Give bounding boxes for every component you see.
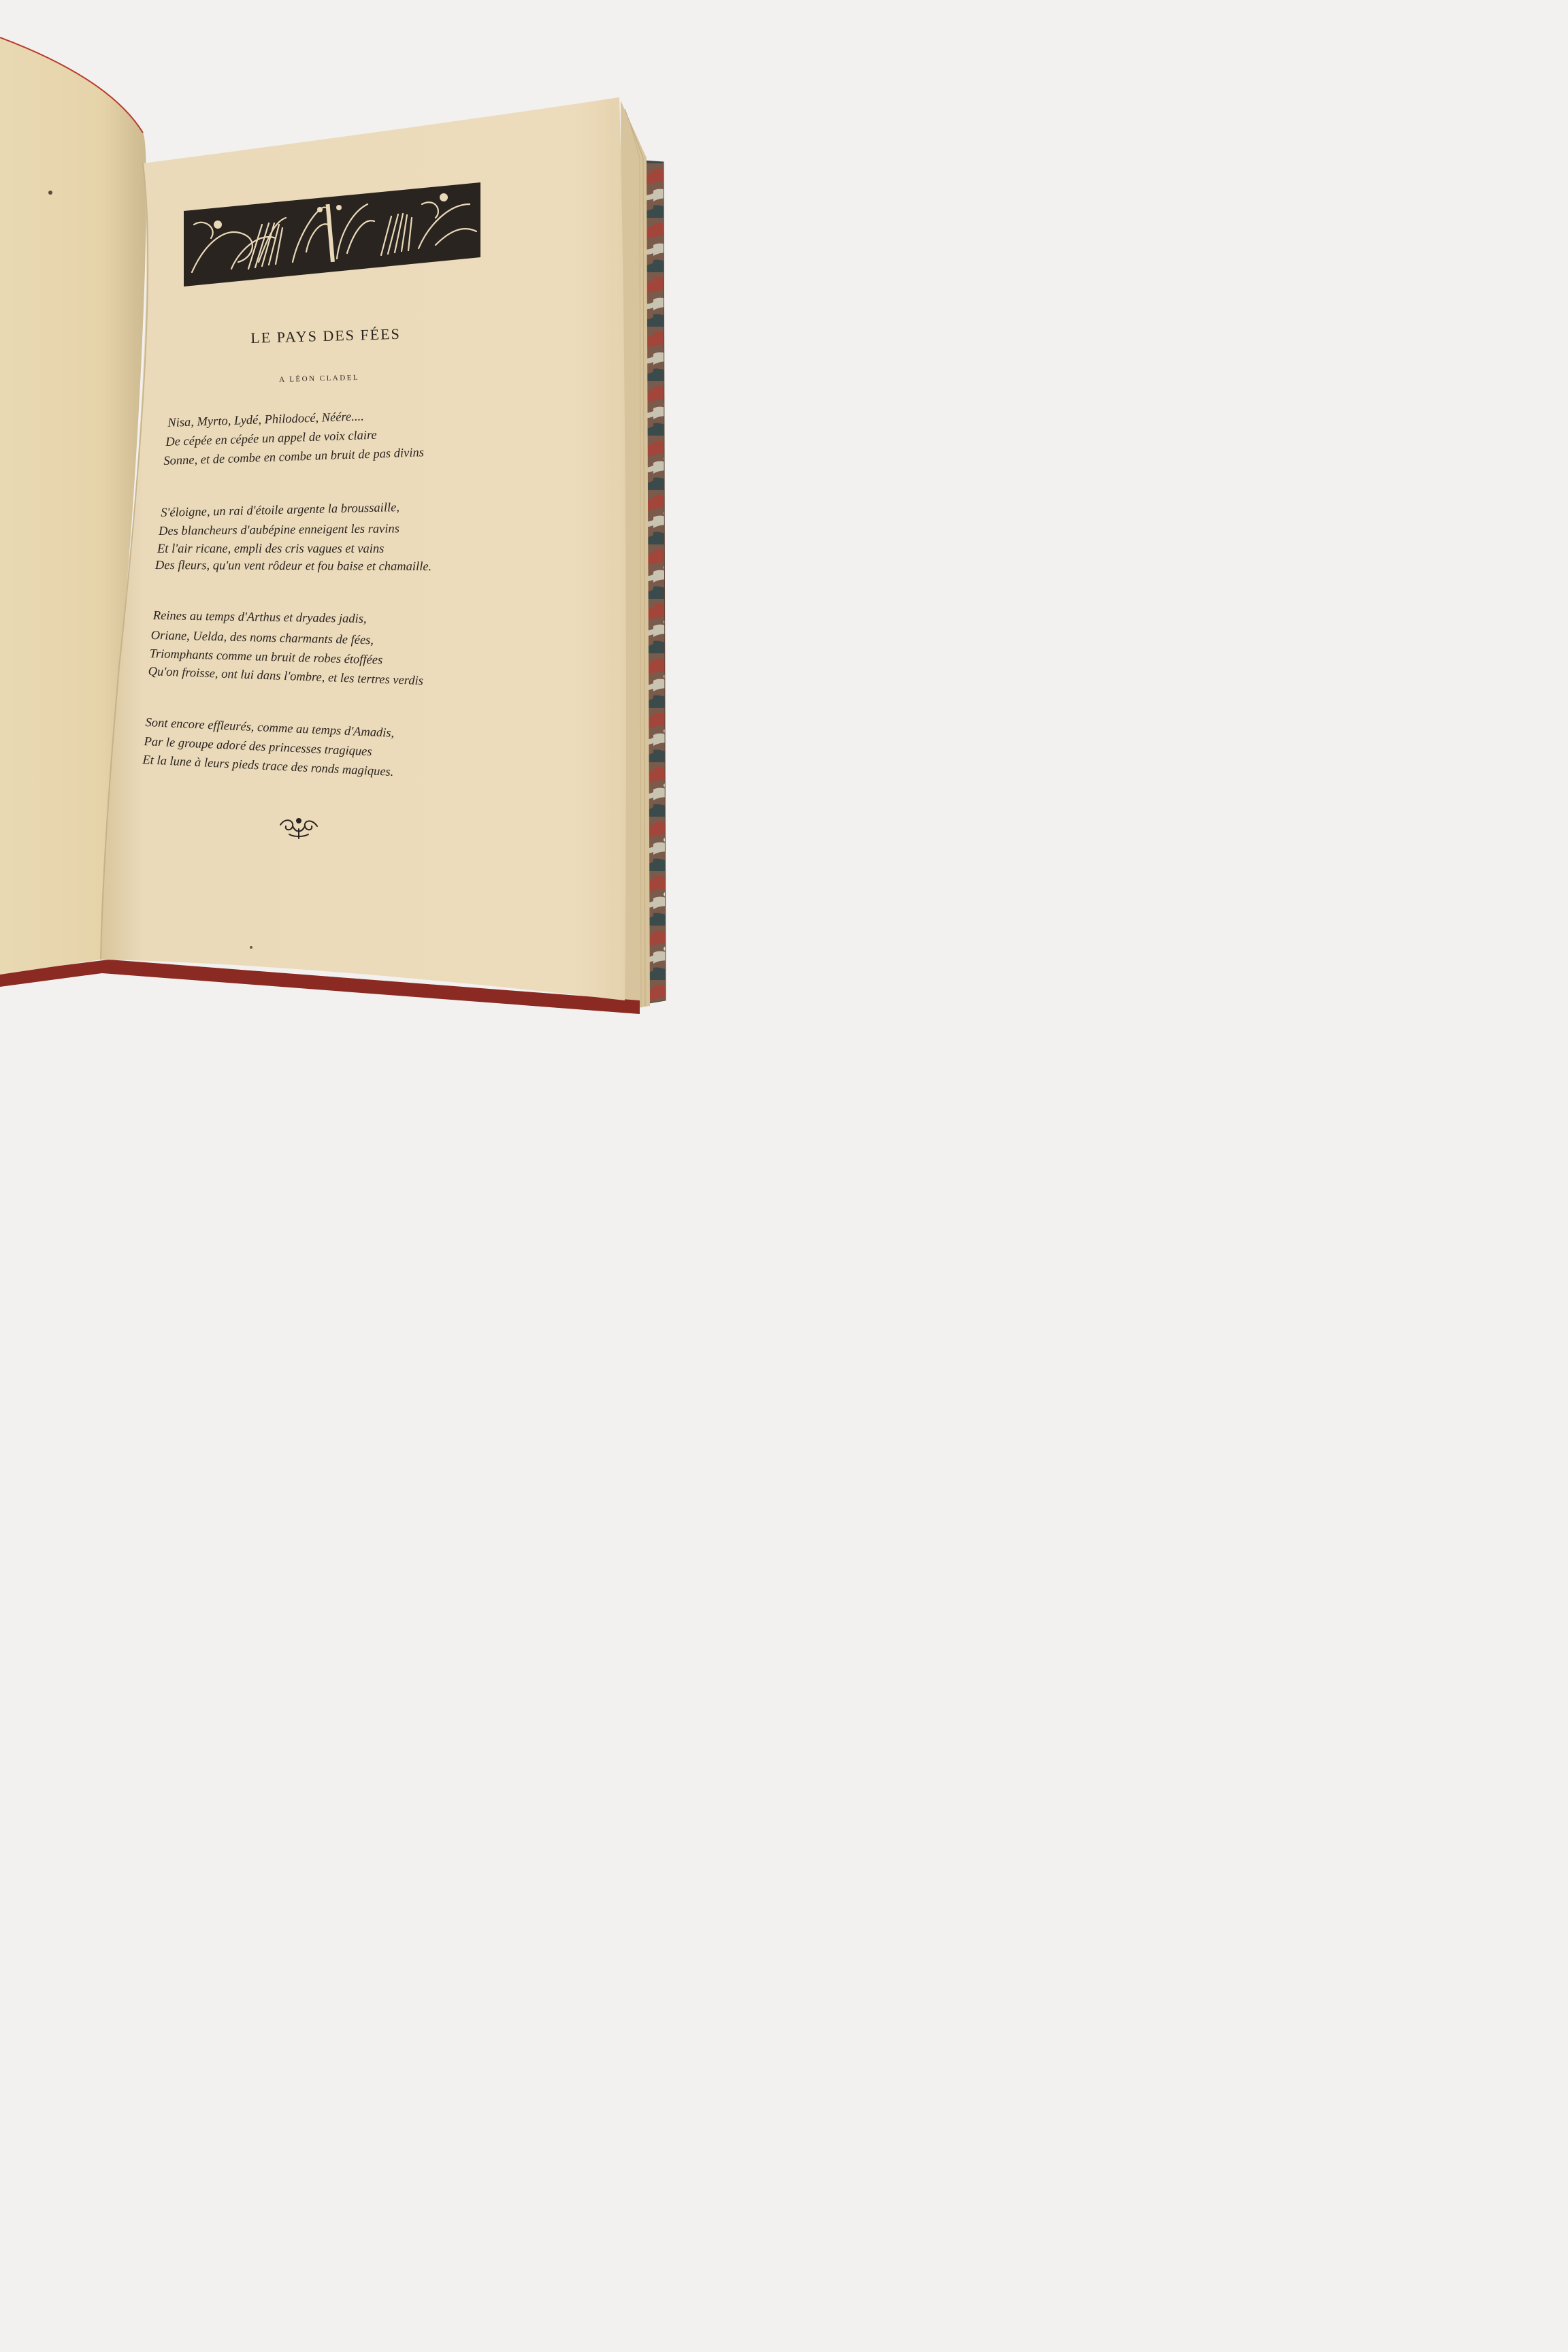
- verse-line: De cépée en cépée un appel de voix claire: [165, 428, 378, 449]
- poem-title: LE PAYS DES FÉES: [250, 325, 402, 346]
- verse-line: Et l'air ricane, empli des cris vagues et vains: [157, 542, 385, 556]
- verse-line: Nisa, Myrto, Lydé, Philodocé, Néére....: [167, 410, 365, 430]
- verse-line: Sont encore effleurés, comme au temps d'Amadis,: [145, 716, 395, 740]
- verse-line: Et la lune à leurs pieds trace des ronds magiques.: [142, 753, 394, 780]
- verse-line: Par le groupe adoré des princesses tragiques: [144, 735, 373, 760]
- verse-line: Triomphants comme un bruit de robes étoffées: [149, 647, 383, 668]
- verse-line: Qu'on froisse, ont lui dans l'ombre, et les tertres verdis: [148, 665, 424, 689]
- verse-line: Reines au temps d'Arthus et dryades jadis,: [152, 609, 367, 626]
- verse-line: S'éloigne, un rai d'étoile argente la broussaille,: [161, 501, 400, 520]
- book-photo: [0, 0, 711, 1067]
- verse-line: Sonne, et de combe en combe un bruit de pas divins: [163, 446, 425, 468]
- verse-line: Oriane, Uelda, des noms charmants de fées,: [150, 629, 374, 648]
- verse-line: Des blancheurs d'aubépine enneigent les ravins: [159, 522, 400, 538]
- verse-line: Des fleurs, qu'un vent rôdeur et fou baise et chamaille.: [154, 559, 432, 574]
- poem-dedication: A LÉON CLADEL: [279, 373, 360, 384]
